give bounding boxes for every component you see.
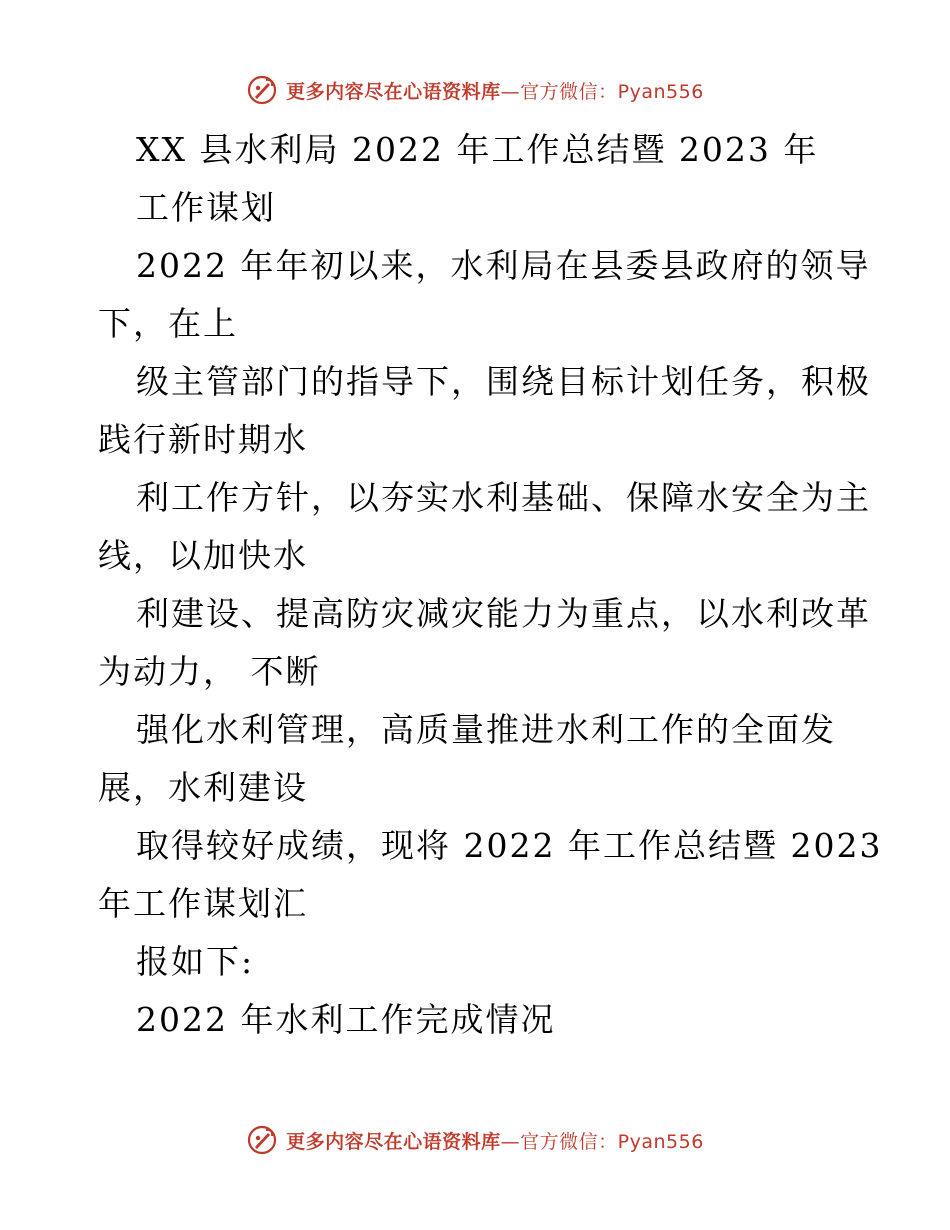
document-title-line-1: XX 县水利局 2022 年工作总结暨 2023 年 xyxy=(136,130,819,169)
section-heading: 2022 年水利工作完成情况 xyxy=(136,1000,556,1039)
watermark-contact: —官方微信：Pyan556 xyxy=(500,80,704,103)
paragraph-line: 2022 年年初以来，水利局在县委县政府的领导 xyxy=(136,246,871,285)
paragraph-line: 践行新时期水 xyxy=(98,420,308,459)
paragraph-line: 利工作方针，以夯实水利基础、保障水安全为主 xyxy=(136,478,871,517)
watermark-text xyxy=(286,77,704,104)
paragraph-line: 级主管部门的指导下，围绕目标计划任务，积极 xyxy=(136,362,871,401)
watermark-contact: —官方微信：Pyan556 xyxy=(500,1130,704,1153)
paragraph-line: 利建设、提高防灾减灾能力为重点，以水利改革 xyxy=(136,594,871,633)
paragraph-line: 报如下: xyxy=(136,942,255,981)
paragraph-line: 线，以加快水 xyxy=(98,536,308,575)
quill-seal-icon xyxy=(246,1124,278,1156)
watermark-brand: 更多内容尽在心语资料库 xyxy=(286,80,501,103)
watermark-brand: 更多内容尽在心语资料库 xyxy=(286,1130,501,1153)
watermark-text xyxy=(286,1127,704,1154)
paragraph-line: 下，在上 xyxy=(98,304,238,343)
document-title-line-2: 工作谋划 xyxy=(136,188,276,227)
footer-watermark xyxy=(0,1122,950,1158)
paragraph-line: 强化水利管理，高质量推进水利工作的全面发 xyxy=(136,710,836,749)
paragraph-line: 年工作谋划汇 xyxy=(98,884,308,923)
header-watermark xyxy=(0,72,950,108)
paragraph-line: 取得较好成绩，现将 2022 年工作总结暨 2023 xyxy=(136,826,883,865)
paragraph-line: 展，水利建设 xyxy=(98,768,308,807)
paragraph-line: 为动力， 不断 xyxy=(98,652,321,691)
quill-seal-icon xyxy=(246,74,278,106)
